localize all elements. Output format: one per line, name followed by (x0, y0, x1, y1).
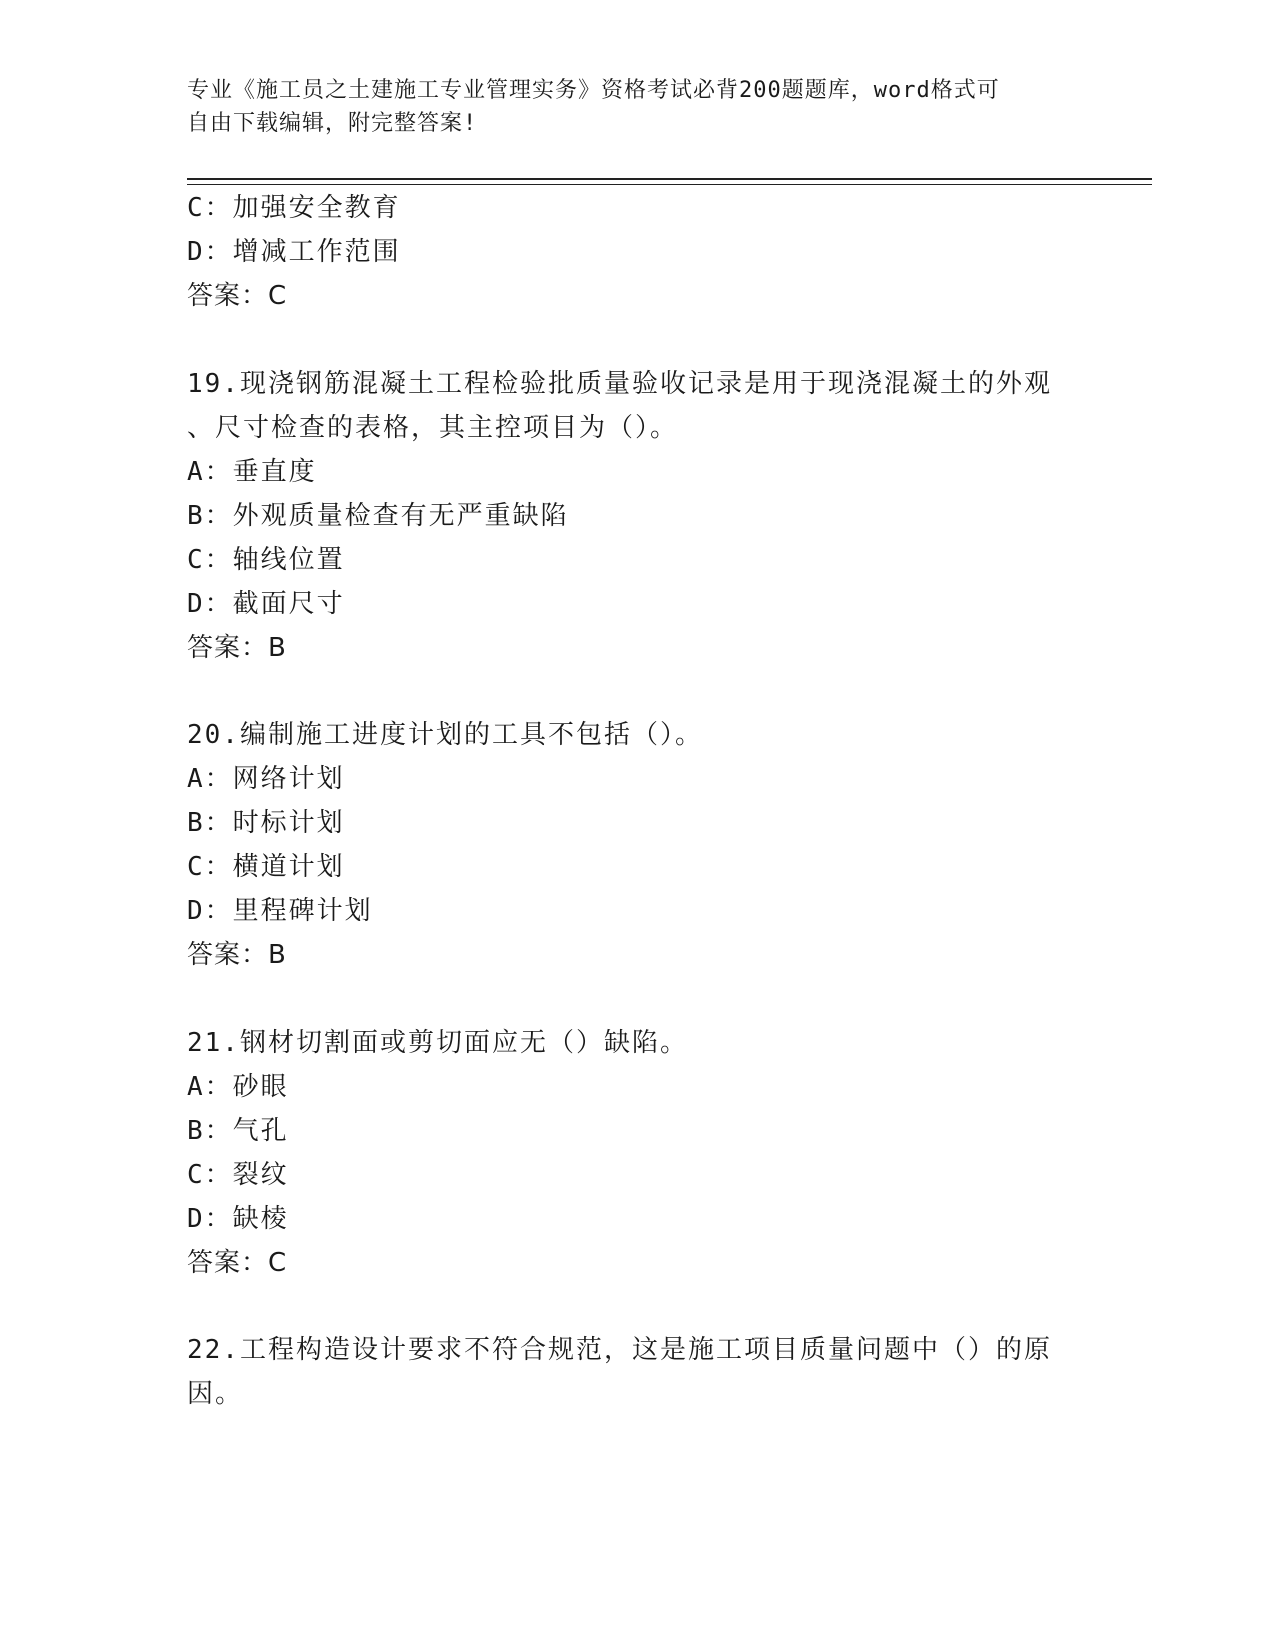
q21-answer: 答案：C (187, 1248, 288, 1278)
q19-option-b: B：外观质量检查有无严重缺陷 (187, 501, 569, 531)
q20-stem-line-1: 20.编制施工进度计划的工具不包括（）。 (187, 720, 703, 750)
header-divider-thick (187, 178, 1152, 180)
q19-option-a: A：垂直度 (187, 457, 317, 487)
q19-option-d: D：截面尺寸 (187, 589, 345, 619)
q21-option-a: A：砂眼 (187, 1072, 289, 1102)
q21-stem-line-1: 21.钢材切割面或剪切面应无（）缺陷。 (187, 1028, 688, 1058)
header-title-line-1: 专业《施工员之土建施工专业管理实务》资格考试必背200题题库，word格式可 (187, 78, 1000, 103)
prev-option-c: C：加强安全教育 (187, 193, 401, 223)
prev-option-d: D：增减工作范围 (187, 237, 401, 267)
q19-option-c: C：轴线位置 (187, 545, 345, 575)
q21-option-c: C：裂纹 (187, 1160, 289, 1190)
q20-option-d: D：里程碑计划 (187, 896, 373, 926)
q20-option-b: B：时标计划 (187, 808, 345, 838)
document-header (187, 74, 1067, 140)
prev-answer: 答案：C (187, 281, 288, 311)
q22-stem-line-2: 因。 (187, 1379, 244, 1409)
q21-option-d: D：缺棱 (187, 1204, 289, 1234)
header-title-line-2: 自由下载编辑，附完整答案! (187, 111, 478, 136)
q19-stem-line-2: 、尺寸检查的表格，其主控项目为（）。 (187, 413, 679, 443)
q19-stem-line-1: 19.现浇钢筋混凝土工程检验批质量验收记录是用于现浇混凝土的外观 (187, 369, 1052, 399)
q22-stem-line-1: 22.工程构造设计要求不符合规范，这是施工项目质量问题中（）的原 (187, 1335, 1052, 1365)
q20-option-a: A：网络计划 (187, 764, 345, 794)
q20-option-c: C：横道计划 (187, 852, 345, 882)
q20-answer: 答案：B (187, 940, 287, 970)
header-divider-thin (187, 184, 1152, 185)
q19-answer: 答案：B (187, 633, 287, 663)
q21-option-b: B：气孔 (187, 1116, 289, 1146)
